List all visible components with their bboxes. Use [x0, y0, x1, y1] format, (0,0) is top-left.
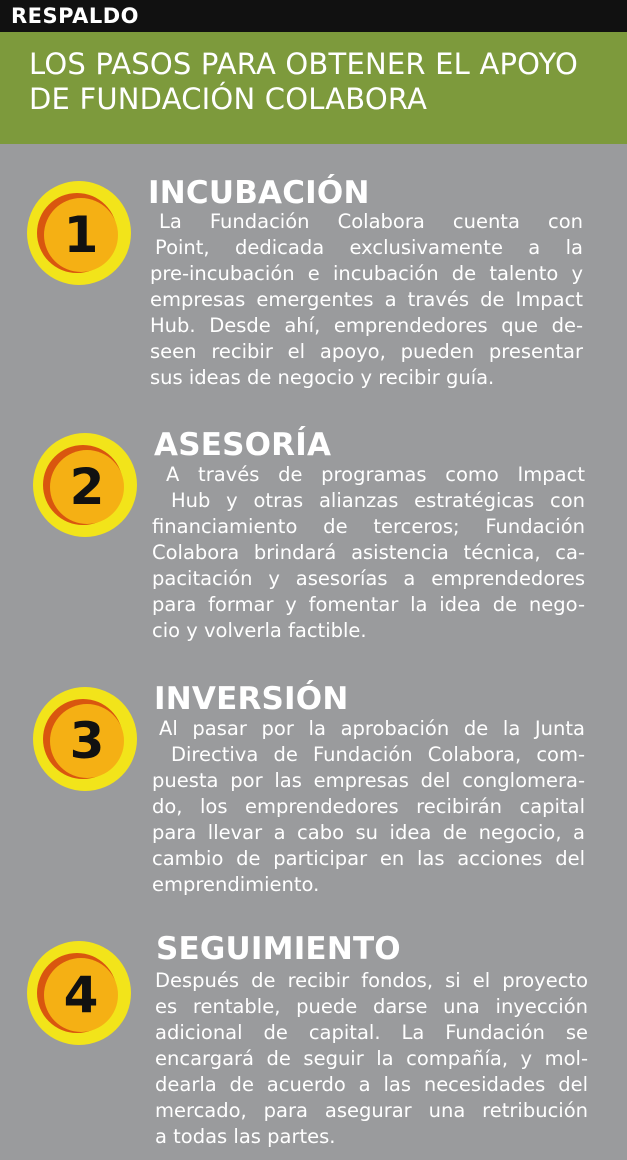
badge-number: 1 [63, 206, 99, 264]
step-number-badge-icon [30, 684, 140, 794]
step-body-line: Hub. Desde ahí, emprendedores que de- [150, 314, 583, 337]
step-body-line: La Fundación Colabora cuenta con [159, 210, 583, 233]
step-body-line: seen recibir el apoyo, pueden presentar [150, 340, 583, 363]
step-title: INVERSIÓN [154, 681, 349, 717]
page-title-line: DE FUNDACIÓN COLABORA [29, 82, 428, 116]
step-title: ASESORÍA [154, 427, 332, 463]
badge-number: 4 [63, 966, 99, 1024]
step-body-line: puesta por las empresas del conglomera- [152, 769, 585, 792]
step-body-line: do, los emprendedores recibirán capital [152, 795, 585, 818]
section-tag-bar [0, 0, 627, 32]
step-body-line: sus ideas de negocio y recibir guía. [150, 366, 495, 389]
step-body-line: para llevar a cabo su idea de negocio, a [152, 821, 585, 844]
step-body-line: adicional de capital. La Fundación se [155, 1021, 588, 1044]
step-number-badge-icon [24, 178, 134, 288]
badge-number: 3 [69, 712, 105, 770]
step-title: INCUBACIÓN [148, 175, 370, 211]
step-body [150, 209, 583, 391]
step-body-line: Hub y otras alianzas estratégicas con [171, 489, 585, 512]
step-body-line: A través de programas como Impact [166, 463, 585, 486]
step-body-line: pre-incubación e incubación de talento y [150, 262, 583, 285]
step-title: SEGUIMIENTO [156, 931, 401, 967]
step-number-badge-icon [24, 938, 134, 1048]
step-body-line: Point, dedicada exclusivamente a la [155, 236, 583, 259]
step-body-line: Después de recibir fondos, si el proyecto [155, 969, 588, 992]
step-body-line: financiamiento de terceros; Fundación [152, 515, 585, 538]
step-body [152, 716, 585, 898]
step-body-line: a todas las partes. [155, 1125, 336, 1148]
step-body-line: cio y volverla factible. [152, 619, 367, 642]
step-body-line: para formar y fomentar la idea de nego- [152, 593, 585, 616]
step-body-line: empresas emergentes a través de Impact [150, 288, 583, 311]
step-body-line: pacitación y asesorías a emprendedores [152, 567, 585, 590]
page-title [29, 47, 619, 117]
section-tag: RESPALDO [11, 4, 140, 28]
step-body-line: Al pasar por la aprobación de la Junta [159, 717, 585, 740]
step-body-line: mercado, para asegurar una retribución [155, 1099, 588, 1122]
step-number-badge-icon [30, 430, 140, 540]
step-body [155, 968, 588, 1150]
badge-number: 2 [69, 458, 105, 516]
step-body-line: encargará de seguir la compañía, y mol- [155, 1047, 588, 1070]
step-body-line: Directiva de Fundación Colabora, com- [171, 743, 585, 766]
step-body-line: dearla de acuerdo a las necesidades del [155, 1073, 588, 1096]
step-body-line: es rentable, puede darse una inyección [155, 995, 588, 1018]
step-body-line: cambio de participar en las acciones del [152, 847, 585, 870]
step-body [152, 462, 585, 644]
step-body-line: Colabora brindará asistencia técnica, ca- [152, 541, 585, 564]
header-banner [0, 32, 627, 144]
step-body-line: emprendimiento. [152, 873, 320, 896]
page-title-line: LOS PASOS PARA OBTENER EL APOYO [29, 47, 578, 81]
